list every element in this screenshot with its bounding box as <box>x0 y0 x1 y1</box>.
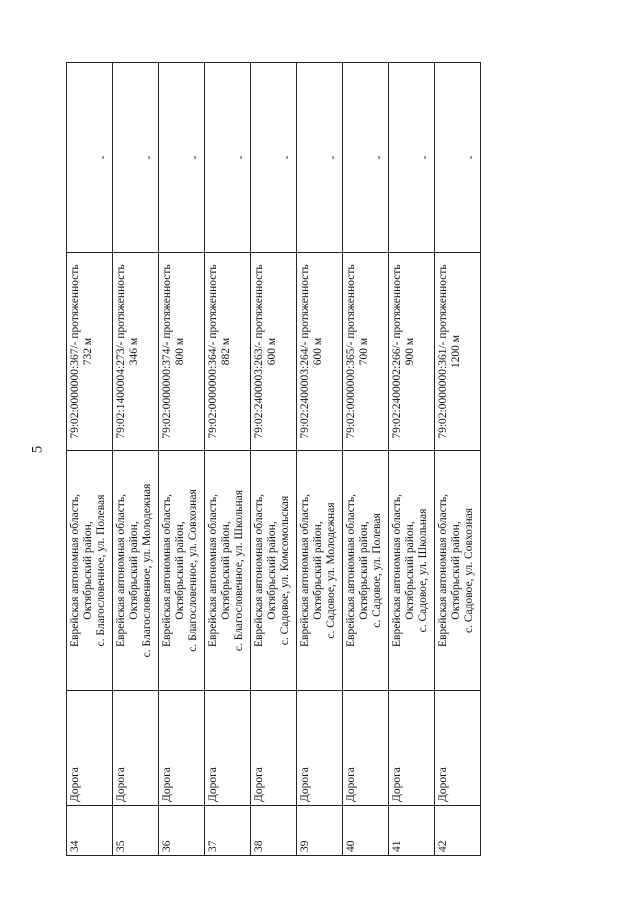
extra-value: - <box>159 63 205 253</box>
road-length: 800 м <box>174 337 186 366</box>
object-address <box>435 451 481 691</box>
road-length: 900 м <box>404 337 416 366</box>
table-row <box>297 63 343 856</box>
object-name: Дорога <box>435 691 481 806</box>
object-address <box>251 451 297 691</box>
object-name: Дорога <box>389 691 435 806</box>
cadastral-number: 79:02:1400004:273/- протяженность <box>115 264 127 439</box>
address-line: Еврейская автономная область, <box>391 494 403 647</box>
address-line: Октябрьский район, <box>128 521 140 620</box>
address-line: Еврейская автономная область, <box>207 494 219 647</box>
table-row <box>67 63 113 856</box>
table-row <box>205 63 251 856</box>
address-line: Октябрьский район, <box>450 521 462 620</box>
cadastral-info <box>159 253 205 451</box>
extra-value: - <box>435 63 481 253</box>
cadastral-number: 79:02:2400003:263/- протяженность <box>253 264 265 439</box>
row-number: 41 <box>389 806 435 856</box>
cadastral-number: 79:02:0000000:365/- протяженность <box>345 264 357 439</box>
cadastral-info <box>389 253 435 451</box>
object-address <box>67 451 113 691</box>
registry-table-container <box>66 63 475 856</box>
object-name: Дорога <box>297 691 343 806</box>
object-name: Дорога <box>113 691 159 806</box>
cadastral-info <box>113 253 159 451</box>
cadastral-number: 79:02:0000000:374/- протяженность <box>161 264 173 439</box>
object-address <box>205 451 251 691</box>
row-number: 42 <box>435 806 481 856</box>
extra-value: - <box>297 63 343 253</box>
cadastral-info <box>205 253 251 451</box>
address-line: Октябрьский район, <box>220 521 232 620</box>
row-number: 39 <box>297 806 343 856</box>
object-name: Дорога <box>205 691 251 806</box>
row-number: 38 <box>251 806 297 856</box>
row-number: 35 <box>113 806 159 856</box>
address-line: Октябрьский район, <box>404 521 416 620</box>
object-name: Дорога <box>159 691 205 806</box>
cadastral-number: 79:02:0000000:367/- протяженность <box>69 264 81 439</box>
address-line: с. Садовое, ул. Полевая <box>371 513 383 628</box>
object-name: Дорога <box>343 691 389 806</box>
address-line: Еврейская автономная область, <box>345 494 357 647</box>
address-line: Еврейская автономная область, <box>161 494 173 647</box>
table-row <box>343 63 389 856</box>
road-length: 882 м <box>220 337 232 366</box>
address-line: Октябрьский район, <box>358 521 370 620</box>
road-length: 346 м <box>128 337 140 366</box>
extra-value: - <box>205 63 251 253</box>
table-row <box>435 63 481 856</box>
road-length: 600 м <box>266 337 278 366</box>
registry-table <box>66 62 481 856</box>
object-name: Дорога <box>251 691 297 806</box>
object-address <box>297 451 343 691</box>
road-length: 700 м <box>358 337 370 366</box>
cadastral-info <box>251 253 297 451</box>
cadastral-info <box>435 253 481 451</box>
address-line: с. Благословенное, ул. Школьная <box>233 489 245 652</box>
road-length: 1200 м <box>450 334 462 369</box>
address-line: с. Садовое, ул. Молодежная <box>325 502 337 639</box>
extra-value: - <box>343 63 389 253</box>
address-line: Еврейская автономная область, <box>299 494 311 647</box>
object-name: Дорога <box>67 691 113 806</box>
extra-value: - <box>113 63 159 253</box>
address-line: с. Садовое, ул. Совхозная <box>463 507 475 634</box>
row-number: 36 <box>159 806 205 856</box>
table-row <box>251 63 297 856</box>
cadastral-number: 79:02:2400003:264/- протяженность <box>299 264 311 439</box>
cadastral-info <box>297 253 343 451</box>
road-length: 732 м <box>82 337 94 366</box>
address-line: с. Благословенное, ул. Полевая <box>95 494 107 647</box>
row-number: 34 <box>67 806 113 856</box>
address-line: Октябрьский район, <box>312 521 324 620</box>
extra-value: - <box>67 63 113 253</box>
page-number: 5 <box>29 445 46 454</box>
extra-value: - <box>251 63 297 253</box>
object-address <box>113 451 159 691</box>
cadastral-number: 79:02:0000000:364/- протяженность <box>207 264 219 439</box>
cadastral-info <box>343 253 389 451</box>
cadastral-number: 79:02:2400002:266/- протяженность <box>391 264 403 439</box>
table-row <box>159 63 205 856</box>
row-number: 37 <box>205 806 251 856</box>
address-line: с. Садовое, ул. Комсомольская <box>279 495 291 646</box>
object-address <box>343 451 389 691</box>
address-line: Октябрьский район, <box>82 521 94 620</box>
address-line: Еврейская автономная область, <box>253 494 265 647</box>
address-line: Октябрьский район, <box>266 521 278 620</box>
road-length: 600 м <box>312 337 324 366</box>
address-line: с. Благословенное, ул. Совхозная <box>187 489 199 652</box>
address-line: Октябрьский район, <box>174 521 186 620</box>
table-row <box>389 63 435 856</box>
object-address <box>159 451 205 691</box>
cadastral-number: 79:02:0000000:361/- протяженность <box>437 264 449 439</box>
address-line: с. Благословенное, ул. Молодежная <box>141 483 153 658</box>
table-row <box>113 63 159 856</box>
extra-value: - <box>389 63 435 253</box>
object-address <box>389 451 435 691</box>
address-line: Еврейская автономная область, <box>437 494 449 647</box>
address-line: с. Садовое, ул. Школьная <box>417 508 429 633</box>
row-number: 40 <box>343 806 389 856</box>
address-line: Еврейская автономная область, <box>69 494 81 647</box>
cadastral-info <box>67 253 113 451</box>
address-line: Еврейская автономная область, <box>115 494 127 647</box>
